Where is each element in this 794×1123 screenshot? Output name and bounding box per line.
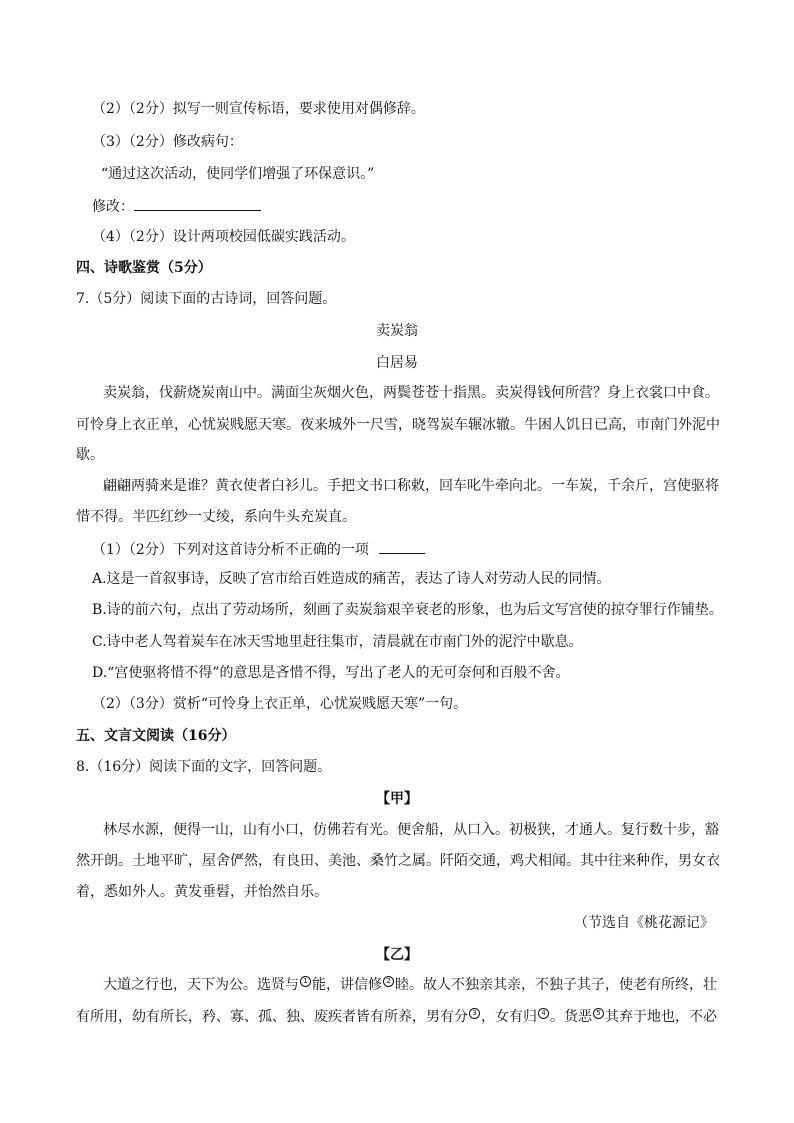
answer-blank[interactable] [379, 539, 425, 554]
poem-title: 卖炭翁 [376, 323, 418, 339]
q7-sub1-text: （1）（2分）下列对这首诗分析不正确的一项 [92, 542, 369, 558]
poem-author: 白居易 [376, 355, 418, 371]
poem-line: 歇。 [76, 447, 104, 463]
section5-title: 五、文言文阅读（16分） [76, 728, 236, 744]
yi-line [0, 1008, 794, 1026]
option-c: C.诗中老人驾着炭车在冰天雪地里赶往集市，清晨就在市南门外的泥泞中歇息。 [92, 634, 583, 650]
yi-text: 大道之行也，天下为公。选贤与 [103, 977, 299, 993]
yi-text: 睦。故人不独亲其亲，不独子其子，使老有所终，壮 [395, 977, 717, 993]
q6-sub2: （2）（2分）拟写一则宣传标语，要求使用对偶修辞。 [92, 101, 425, 117]
yi-text: 。货恶 [550, 1009, 592, 1025]
q7-sub2: （2）（3分）赏析“可怜身上衣正单，心忧炭贱愿天寒”一句。 [92, 696, 468, 712]
q8-question: 8.（16分）阅读下面的文字，回答问题。 [76, 759, 332, 775]
poem-line: 惜不得。半匹红纱一丈绫，系向牛头充炭直。 [76, 509, 356, 525]
jia-source: （节选自《桃花源记》 [574, 915, 714, 931]
option-b: B.诗的前六句，点出了劳动场所，刻画了卖炭翁艰辛衰老的形象，也为后文写宫使的掠夺罪行作铺垫。 [92, 602, 723, 618]
jia-header: 【甲】 [376, 791, 418, 807]
yi-text: 能，讲信修 [312, 977, 382, 993]
note-marker: 2 [383, 976, 394, 987]
note-marker: 4 [538, 1008, 549, 1019]
option-a: A.这是一首叙事诗，反映了宫市给百姓造成的痛苦，表达了诗人对劳动人民的同情。 [92, 571, 611, 587]
yi-text: 其弃于地也，不必 [605, 1009, 717, 1025]
section4-title: 四、诗歌鉴赏（5分） [76, 260, 212, 276]
q6-sub3: （3）（2分）修改病句： [92, 134, 243, 150]
note-marker: 3 [469, 1008, 480, 1019]
yi-line [0, 976, 794, 994]
yi-text: ，女有归 [481, 1009, 537, 1025]
answer-blank[interactable] [134, 196, 261, 211]
jia-line: 然开朗。土地平旷，屋舍俨然，有良田、美池、桑竹之属。阡陌交通，鸡犬相闻。其中往来种作，男女衣 [76, 853, 720, 869]
yi-header: 【乙】 [376, 947, 418, 963]
yi-text: 有所用，幼有所长，矜、寡、孤、独、废疾者皆有所养，男有分 [76, 1009, 468, 1025]
poem-line: 卖炭翁，伐薪烧炭南山中。满面尘灰烟火色，两鬓苍苍十指黑。卖炭得钱何所营？身上衣裳口中食。 [103, 385, 719, 401]
option-d: D.“宫使驱将惜不得”的意思是吝惜不得，写出了老人的无可奈何和百般不舍。 [92, 665, 570, 681]
q7-question: 7.（5分）阅读下面的古诗词，回答问题。 [76, 291, 337, 307]
jia-line: 着，悉如外人。黄发垂髫，并怡然自乐。 [76, 884, 328, 900]
note-marker: 5 [593, 1008, 604, 1019]
poem-line: 翩翩两骑来是谁？黄衣使者白衫儿。手把文书口称敕，回车叱牛牵向北。一车炭，千余斤，宫使驱将 [103, 478, 719, 494]
poem-line: 可怜身上衣正单，心忧炭贱愿天寒。夜来城外一尺雪，晓驾炭车辗冰辙。牛困人饥日已高，市南门外泥中 [76, 417, 720, 433]
q7-sub1 [0, 539, 794, 559]
jia-line: 林尽水源，便得一山，山有小口，仿佛若有光。便舍船，从口入。初极狭，才通人。复行数十步，豁 [103, 822, 719, 838]
edit-label: 修改： [92, 199, 134, 215]
q6-sub3-edit-line [0, 196, 794, 216]
note-marker: 1 [300, 976, 311, 987]
q6-sub4: （4）（2分）设计两项校园低碳实践活动。 [92, 229, 355, 245]
q6-sub3-sentence: “通过这次活动，使同学们增强了环保意识。” [101, 166, 375, 182]
